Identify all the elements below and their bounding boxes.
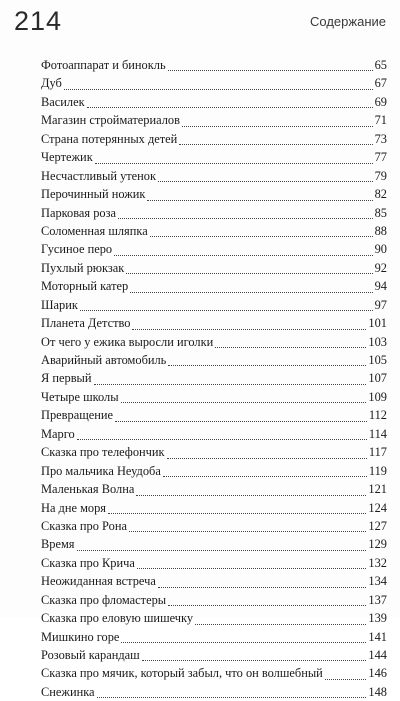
toc-entry-title: Василек (41, 94, 85, 109)
toc-entry-page: 134 (368, 574, 387, 589)
toc-entry-title: Соломенная шляпка (41, 223, 148, 238)
dot-leader (142, 660, 367, 661)
toc-entry-page: 77 (374, 150, 387, 165)
dot-leader (179, 144, 372, 145)
toc-entry (41, 74, 387, 92)
toc-entry (41, 314, 387, 332)
toc-entry-title: Мишкино горе (41, 629, 120, 644)
dot-leader (132, 329, 366, 330)
toc-entry-page: 144 (368, 648, 387, 662)
toc-entry-title: Я первый (41, 371, 92, 386)
toc-entry (41, 222, 387, 240)
toc-entry (41, 480, 387, 498)
dot-leader (168, 605, 366, 606)
toc-entry-page: 105 (368, 353, 387, 367)
toc-entry-page: 139 (368, 611, 387, 626)
dot-leader (215, 347, 366, 348)
toc-entry (41, 646, 387, 664)
toc-entry-page: 69 (374, 94, 387, 109)
toc-entry-page: 112 (368, 408, 387, 423)
running-head: Содержание (310, 14, 386, 29)
dot-leader (158, 181, 373, 182)
page-number: 214 (14, 6, 63, 36)
toc-entry (41, 369, 387, 387)
toc-entry-title: Сказка про Крича (41, 555, 135, 570)
toc-entry-title: Сказка про фломастеры (41, 592, 167, 607)
dot-leader (126, 273, 372, 274)
toc-entry-title: Неожиданная встреча (41, 574, 156, 589)
toc-entry (41, 517, 387, 535)
toc-entry-page: 94 (374, 279, 387, 294)
dot-leader (168, 365, 366, 366)
toc-entry-page: 67 (374, 76, 387, 91)
toc-entry-title: Страна потерянных детей (41, 131, 178, 146)
dot-leader (87, 107, 373, 108)
toc-entry-title: Несчастливый утенок (41, 168, 157, 183)
toc-entry (41, 554, 387, 572)
toc-entry (41, 443, 387, 461)
toc-entry-page: 97 (374, 297, 387, 312)
toc-entry-page: 92 (374, 260, 387, 275)
dot-leader (95, 163, 373, 164)
toc-entry (41, 609, 387, 627)
toc-entry (41, 130, 387, 148)
dot-leader (118, 218, 373, 219)
toc-entry (41, 111, 387, 129)
dot-leader (163, 476, 367, 477)
dot-leader (121, 642, 366, 643)
dot-leader (97, 697, 367, 698)
toc-entry-title: Аварийный автомобиль (41, 353, 167, 367)
dot-leader (182, 126, 373, 127)
toc-entry-title: Сказка про телефончик (41, 445, 165, 460)
dot-leader (158, 587, 367, 588)
toc-entry (41, 462, 387, 480)
toc-entry (41, 56, 387, 74)
toc-entry (41, 406, 387, 424)
dot-leader (325, 679, 367, 680)
toc-entry-title: Сказка про Рона (41, 518, 127, 533)
toc-entry-page: 79 (374, 168, 387, 183)
toc-entry (41, 351, 387, 369)
dot-leader (80, 310, 373, 311)
toc-entry-page: 114 (368, 426, 387, 441)
dot-leader (121, 402, 367, 403)
toc-entry-title: Шарик (41, 297, 78, 312)
toc-entry-page: 103 (368, 334, 387, 349)
toc-entry (41, 259, 387, 277)
toc-entry-title: Магазин стройматериалов (41, 113, 180, 128)
dot-leader (77, 439, 367, 440)
toc-entry-page: 141 (368, 629, 387, 644)
toc-entry-title: Перочинный ножик (41, 187, 146, 202)
dot-leader (150, 236, 373, 237)
dot-leader (64, 89, 373, 90)
dot-leader (168, 70, 373, 71)
toc-entry-page: 137 (368, 592, 387, 607)
toc-entry-title: От чего у ежика выросли иголки (41, 334, 214, 349)
toc-entry-title: На дне моря (41, 500, 107, 515)
toc-entry (41, 572, 387, 590)
toc-entry-page: 85 (374, 205, 387, 220)
dot-leader (195, 624, 366, 625)
dot-leader (108, 513, 366, 514)
toc-entry (41, 277, 387, 295)
dot-leader (130, 292, 372, 293)
toc-entry-title: Маленькая Волна (41, 482, 135, 497)
toc-entry (41, 333, 387, 351)
toc-entry-title: Снежинка (41, 684, 95, 699)
dot-leader (129, 531, 366, 532)
toc-entry (41, 388, 387, 406)
toc-entry (41, 628, 387, 646)
toc-entry (41, 591, 387, 609)
toc-entry-page: 101 (368, 316, 387, 331)
toc-entry-title: Парковая роза (41, 205, 116, 220)
toc-entry-title: Фотоаппарат и бинокль (41, 58, 166, 72)
toc-entry-title: Планета Детство (41, 316, 131, 331)
toc-entry-page: 82 (374, 187, 387, 202)
toc-entry (41, 535, 387, 553)
toc-entry (41, 499, 387, 517)
toc-entry-page: 146 (368, 666, 387, 681)
toc-entry-page: 129 (368, 537, 387, 552)
dot-leader (77, 550, 367, 551)
toc-entry-page: 109 (368, 389, 387, 404)
toc-entry-page: 117 (368, 445, 387, 460)
toc-entry-page: 65 (374, 58, 387, 72)
toc-entry-page: 90 (374, 242, 387, 257)
dot-leader (147, 200, 372, 201)
toc-entry-page: 73 (374, 131, 387, 146)
toc-entry-title: Сказка про мячик, который забыл, что он волшебный (41, 666, 323, 681)
toc-entry (41, 425, 387, 443)
toc-entry-title: Марго (41, 426, 75, 441)
toc-entry-title: Гусиное перо (41, 242, 113, 257)
toc-entry-title: Превращение (41, 408, 113, 423)
table-of-contents (41, 56, 387, 701)
toc-entry-title: Пухлый рюкзак (41, 260, 125, 275)
toc-entry-page: 107 (368, 371, 387, 386)
toc-entry (41, 664, 387, 682)
toc-entry-title: Четыре школы (41, 389, 119, 404)
toc-entry (41, 148, 387, 166)
toc-entry-page: 148 (368, 684, 387, 699)
toc-entry (41, 296, 387, 314)
toc-entry-page: 71 (374, 113, 387, 128)
toc-entry (41, 93, 387, 111)
dot-leader (167, 458, 367, 459)
toc-entry-title: Чертежик (41, 150, 93, 165)
toc-entry (41, 204, 387, 222)
toc-entry (41, 683, 387, 701)
dot-leader (137, 568, 367, 569)
toc-entry-title: Сказка про еловую шишечку (41, 611, 194, 626)
toc-entry-page: 124 (368, 500, 387, 515)
toc-entry-title: Моторный катер (41, 279, 129, 294)
toc-entry (41, 185, 387, 203)
toc-entry-title: Розовый карандаш (41, 648, 140, 662)
toc-entry-title: Дуб (41, 76, 62, 91)
toc-entry-page: 88 (374, 223, 387, 238)
dot-leader (115, 421, 367, 422)
dot-leader (94, 384, 367, 385)
toc-entry (41, 240, 387, 258)
dot-leader (114, 255, 372, 256)
page-header (14, 4, 386, 40)
toc-entry-page: 127 (368, 518, 387, 533)
toc-entry-title: Про мальчика Неудоба (41, 463, 161, 478)
dot-leader (136, 495, 366, 496)
toc-entry-page: 132 (368, 555, 387, 570)
toc-entry (41, 167, 387, 185)
toc-entry-page: 121 (368, 482, 387, 497)
toc-entry-title: Время (41, 537, 75, 552)
toc-entry-page: 119 (368, 463, 387, 478)
